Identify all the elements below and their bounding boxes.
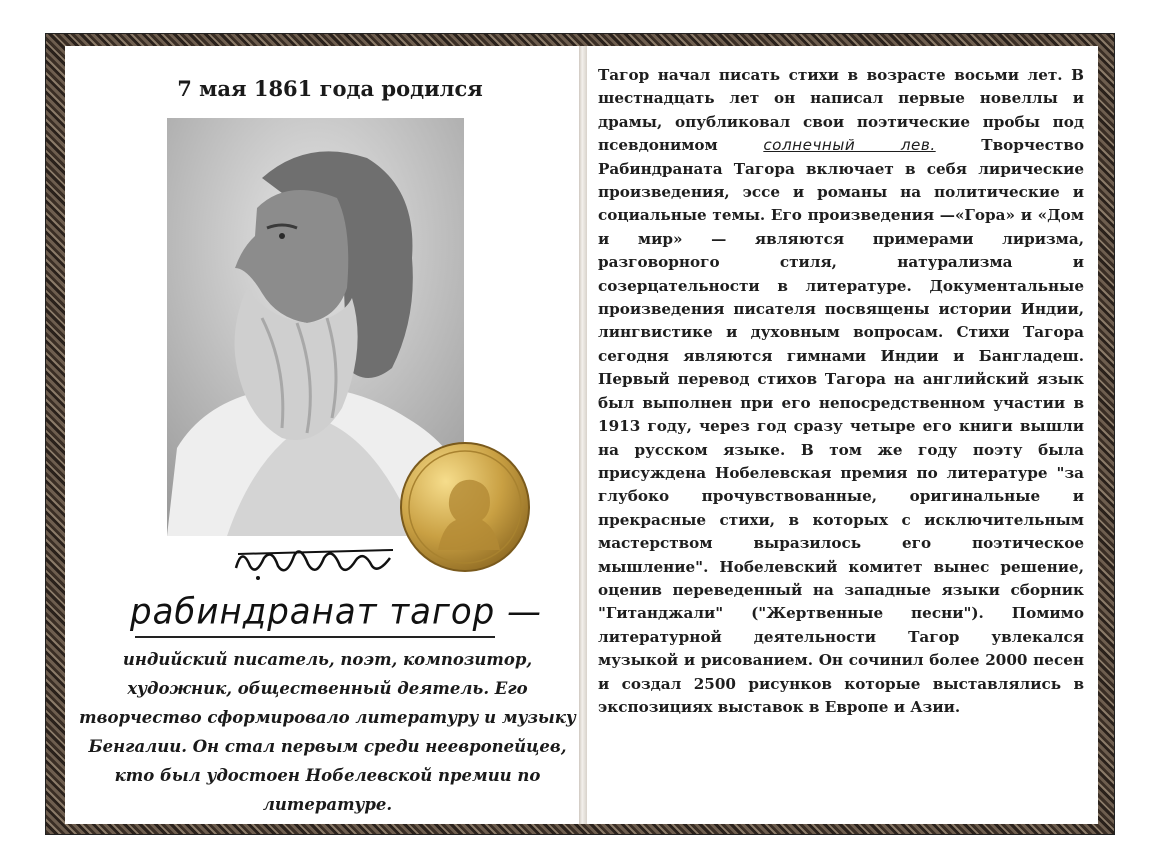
- nobel-medal-image: [398, 440, 532, 574]
- author-name-heading: рабиндранат тагор —: [130, 591, 543, 633]
- book-gutter: [579, 46, 587, 824]
- biography-text-part2: Творчество Рабиндраната Тагора включает в себя лирические произведения, эссе и романы на политические и социальные темы. Его произведения —«Гора» и «Дом и мир» — являются примерами лиризма, разговорного стиля, натурализма и созерцательности в литературе. Документальные произведения писателя посвящены истории Индии, лингвистике и духовным вопросам. Стихи Тагора сегодня являются гимнами Индии и Бангладеш. Первый перевод стихов Тагора на английский язык был выполнен при его непосредственном участии в 1913 году, через год сразу четыре его книги вышли на русском языке. В том же году поэту была присуждена Нобелевская премия по литературе "за глубоко прочувствованные, оригинальные и прекрасные стихи, в которых с исключительным мастерством выразилось его поэтическое мышление". Нобелевский комитет вынес решение, оценив переведенный на западные языки сборник "Гитанджали" ("Жертвенные песни"). Помимо литературной деятельности Тагор увлекался музыкой и рисованием. Он сочинил более 2000 песен и создал 2500 рисунков которые выставлялись в экспозициях выставок в Европе и Азии.: [598, 136, 1084, 716]
- biography-text: [598, 64, 1084, 719]
- birth-date-heading: 7 мая 1861 года родился: [177, 76, 483, 101]
- author-short-bio: индийский писатель, поэт, композитор, художник, общественный деятель. Его творчество сформировало литературу и музыку Бенгалии. Он стал первым среди неевропейцев, кто был удостоен Нобелевской премии по литературе.: [79, 650, 576, 814]
- biography-text-part1: Тагор начал писать стихи в возрасте восьми лет. В шестнадцать лет он написал первые новеллы и драмы, опубликовал свои поэтические пробы под псевдонимом: [598, 66, 1084, 155]
- pseudonym-text: солнечный лев.: [763, 136, 936, 155]
- name-underline-divider: [135, 636, 495, 638]
- signature-image: [228, 536, 403, 586]
